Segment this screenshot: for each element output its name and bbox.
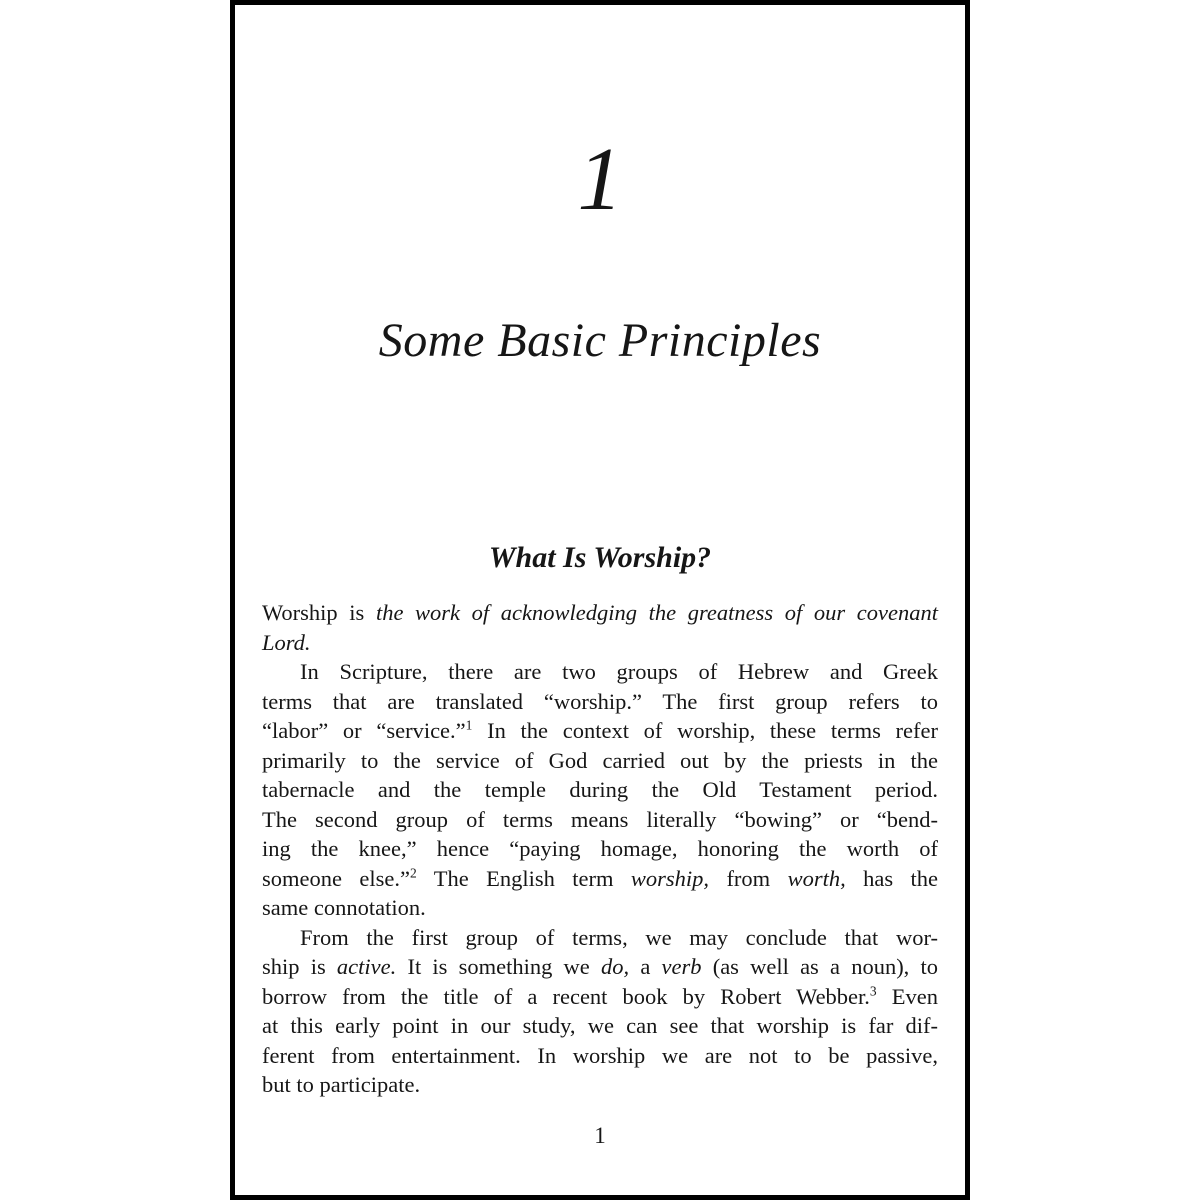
text-line xyxy=(262,628,938,658)
text-segment: (as well as a noun), to xyxy=(701,954,939,980)
text-segment: worship, xyxy=(630,865,710,891)
text-segment: In Scripture, there are two groups of Hebrew and Greek xyxy=(300,659,938,685)
text-segment: someone else.” xyxy=(262,865,410,891)
text-segment: at this early point in our study, we can see that worship is far dif- xyxy=(262,1013,938,1039)
text-line xyxy=(262,952,938,982)
page-inner xyxy=(235,5,965,1195)
text-line xyxy=(262,1070,938,1100)
text-segment: ferent from entertainment. In worship we are not to be passive, xyxy=(262,1042,938,1068)
text-line xyxy=(262,687,938,717)
text-segment: verb xyxy=(661,954,702,980)
text-line xyxy=(262,1041,938,1071)
text-segment: From the first group of terms, we may conclude that wor- xyxy=(300,924,938,950)
text-segment: Even xyxy=(876,983,938,1009)
text-segment: worth, xyxy=(787,865,846,891)
text-line xyxy=(262,657,938,687)
text-segment: borrow from the title of a recent book by Robert Webber. xyxy=(262,983,870,1009)
book-page xyxy=(230,0,970,1200)
body-text xyxy=(262,598,938,1100)
text-segment: do, xyxy=(601,954,630,980)
text-segment: from xyxy=(709,865,788,891)
text-segment: a xyxy=(629,954,662,980)
text-line xyxy=(262,775,938,805)
text-segment: the work of acknowledging the greatness of our covenant xyxy=(375,600,938,626)
text-line xyxy=(262,598,938,628)
page-number: 1 xyxy=(594,1122,606,1148)
text-line xyxy=(262,893,938,923)
text-line xyxy=(262,716,938,746)
text-line xyxy=(262,834,938,864)
text-segment: “labor” or “service.” xyxy=(262,718,466,744)
text-segment: same connotation. xyxy=(262,895,426,921)
text-line xyxy=(262,1011,938,1041)
text-segment: but to participate. xyxy=(262,1072,421,1098)
text-segment: Lord. xyxy=(262,629,311,655)
text-line xyxy=(262,864,938,894)
text-line xyxy=(262,923,938,953)
text-segment: In the context of worship, these terms refer xyxy=(472,718,938,744)
text-segment: The second group of terms means literally “bowing” or “bend- xyxy=(262,806,938,832)
text-segment: active. xyxy=(336,954,397,980)
footnote-marker: 3 xyxy=(869,983,877,999)
text-segment: terms that are translated “worship.” The first group refers to xyxy=(262,688,938,714)
chapter-number: 1 xyxy=(577,130,623,229)
text-segment: primarily to the service of God carried out by the priests in the xyxy=(262,747,938,773)
text-segment: Worship is xyxy=(262,600,376,626)
text-segment: ing the knee,” hence “paying homage, honoring the worth of xyxy=(262,836,938,862)
text-segment: ship is xyxy=(262,954,337,980)
text-line xyxy=(262,805,938,835)
text-segment: The English term xyxy=(416,865,631,891)
footnote-marker: 2 xyxy=(409,865,417,881)
chapter-title: Some Basic Principles xyxy=(378,314,822,367)
text-segment: has the xyxy=(845,865,939,891)
text-segment: tabernacle and the temple during the Old Testament period. xyxy=(262,777,938,803)
footnote-marker: 1 xyxy=(465,717,473,733)
text-line xyxy=(262,982,938,1012)
section-heading: What Is Worship? xyxy=(488,541,712,575)
text-segment: It is something we xyxy=(396,954,601,980)
text-line xyxy=(262,746,938,776)
